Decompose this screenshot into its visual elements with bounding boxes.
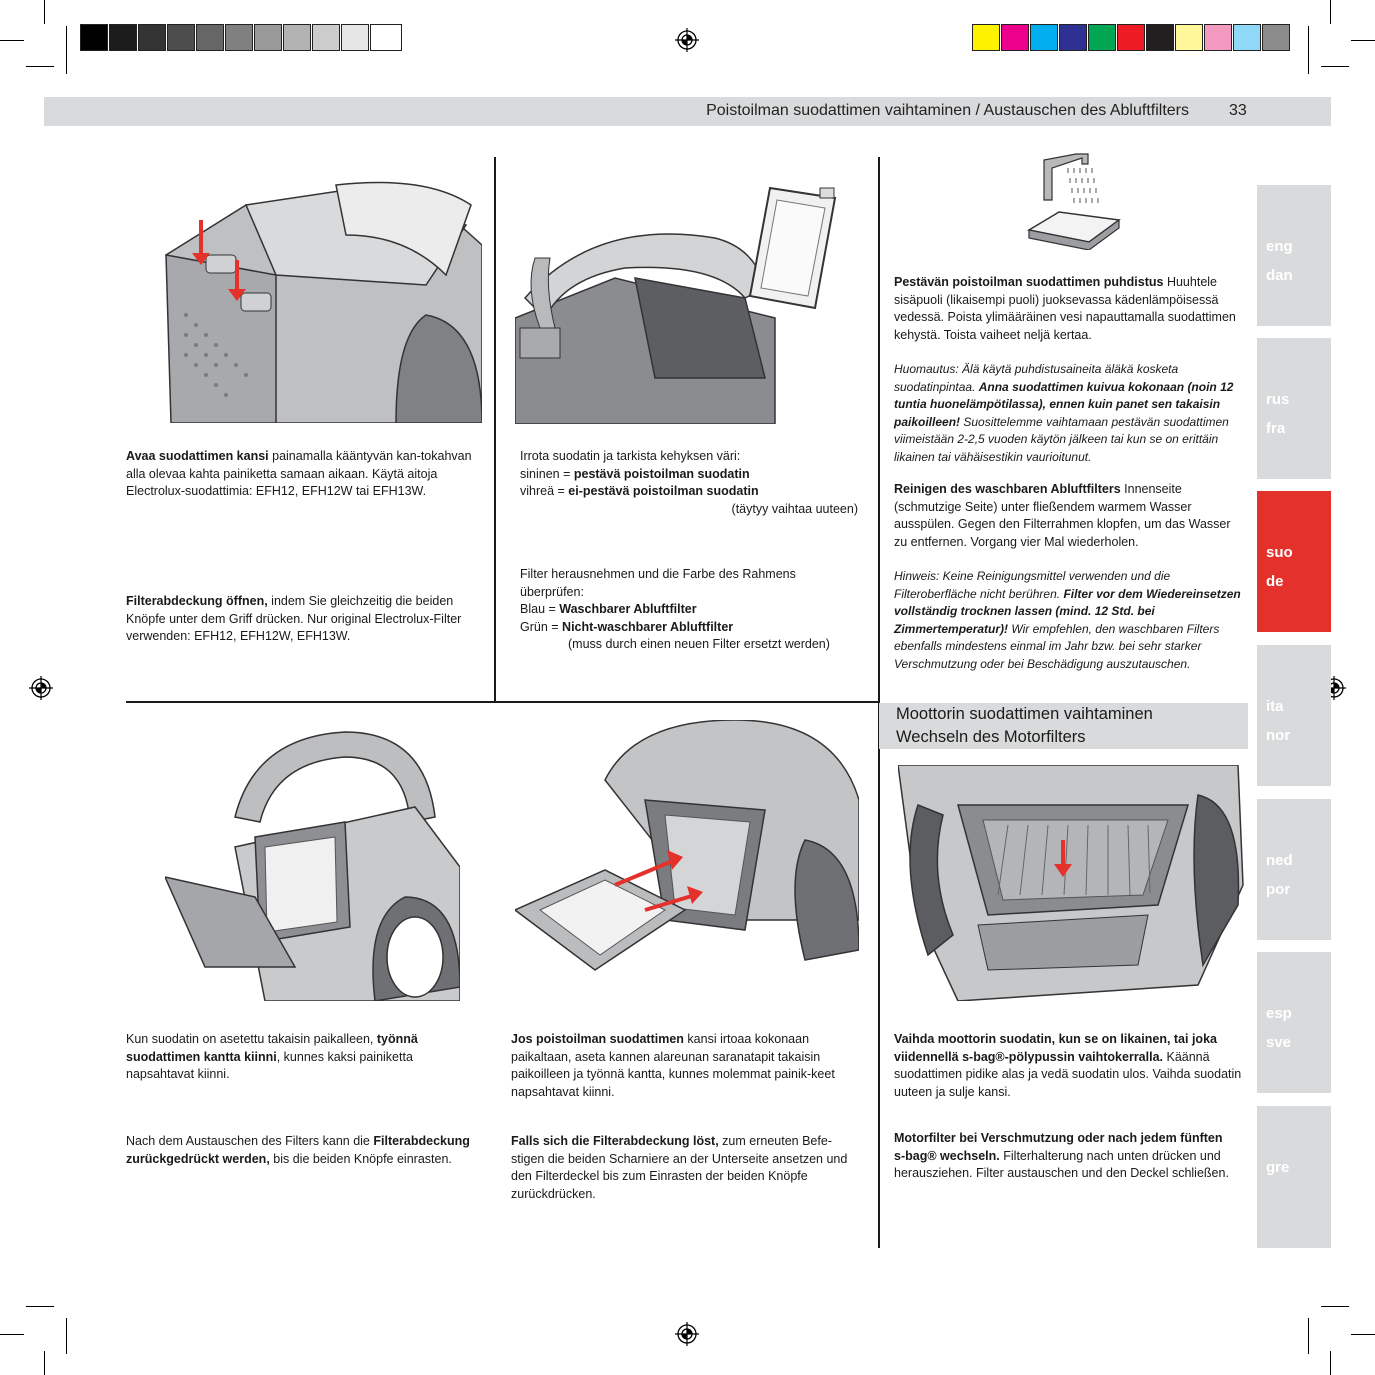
step3-german-text — [894, 481, 1234, 551]
lang-tab-ita-nor[interactable] — [1257, 645, 1331, 786]
step2-fi-line1: Irrota suodatin ja tarkista kehyksen väri: — [520, 449, 741, 463]
motor-filter-illustration — [898, 765, 1248, 1001]
step1-de-bold: Filterabdeckung öffnen, — [126, 594, 268, 608]
step3-finnish-note — [894, 361, 1250, 466]
step6-fi-text: Käännä suodattimen pidike alas ja vedä suodatin ulos. Vaihda suodatin uuteen ja sulje kansi. — [894, 1049, 1242, 1099]
step1-de-text: indem Sie gleichzeitig die beiden Knöpfe unter dem Griff drücken. Nur original Electrolux-Filter verwenden: EFH12, EFH12W, EFH13W. — [126, 594, 462, 643]
step1-finnish-text — [126, 448, 476, 501]
step4-de-bold: Filterabdeckung zurückgedrückt werden, — [126, 1134, 470, 1166]
filter-removal-illustration — [515, 178, 859, 424]
section-title-fi: Moottorin suodattimen vaihtaminen — [896, 705, 1153, 723]
step2-fi-blue-bold: pestävä poistoilman suodatin — [573, 466, 750, 481]
motor-filter-section-header — [879, 703, 1248, 749]
lang-tab-rus-fra[interactable] — [1257, 338, 1331, 479]
step3-de-note-bold: Filter vor dem Wiedereinsetzen vollständig trocknen lassen (mind. 12 Std. bei Zimmertemperatur)! — [894, 586, 1241, 636]
step3-fi-bold: Pestävän poistoilman suodattimen puhdistus — [894, 275, 1164, 289]
step3-de-note-italic2: Wir empfehlen, den waschbaren Filters ebenfalls mindestens einmal im Jahr bzw. bei sehr starker Verschmutzung oder bei Beschädigung auszutauschen. — [894, 621, 1220, 671]
step1-fi-bold: Avaa suodattimen kansi — [126, 449, 269, 463]
lang-tab-eng-dan[interactable] — [1257, 185, 1331, 326]
section-title-de: Wechseln des Motorfilters — [896, 728, 1086, 746]
step1-german-text — [126, 593, 476, 646]
step6-de-text: Filterhalterung nach unten drücken und herausziehen. Filter austauschen und den Deckel schließen. — [894, 1148, 1229, 1180]
step4-de-prefix: Nach dem Austauschen des Filters kann die — [126, 1134, 374, 1148]
step4-fi-prefix: Kun suodatin on asetettu takaisin paikalleen, — [126, 1032, 377, 1046]
step2-finnish-text — [520, 448, 858, 518]
lang-label: fra — [1266, 420, 1286, 437]
step5-fi-text: kansi irtoaa kokonaan paikaltaan, aseta kannen alareunan saranatapit takaisin paikoilleen ja työnnä kantta, kunnes molemmat painik-keet napsahtavat kiinni. — [511, 1032, 835, 1099]
step3-de-text: Innenseite (schmutzige Seite) unter fließendem warmem Wasser ausspülen. Gegen den Filterrahmen klopfen, um das Wasser zu entfernen. Vorgang vier Mal wiederholen. — [894, 482, 1231, 549]
lang-label: nor — [1266, 727, 1291, 744]
step3-fi-note-italic1: Huomautus: Älä käytä puhdistusaineita äläkä kosketa suodatinpintaa. — [894, 362, 1179, 394]
registration-mark-left — [29, 676, 53, 700]
step6-finnish-text — [894, 1031, 1250, 1101]
lang-label: dan — [1266, 267, 1293, 284]
filter-cover-hinges-illustration — [515, 720, 859, 998]
step3-fi-note-bold: Anna suodattimen kuivua kokonaan (noin 12 tuntia huonelämpötilassa), ennen kuin panet sen takaisin paikoilleen! — [894, 379, 1234, 429]
step5-finnish-text — [511, 1031, 861, 1101]
step5-fi-bold: Jos poistoilman suodattimen — [511, 1032, 684, 1046]
row-divider — [126, 701, 879, 703]
step4-finnish-text — [126, 1031, 471, 1084]
step2-de-blue-bold: Waschbarer Abluftfilter — [559, 602, 697, 616]
lang-label: esp — [1266, 1005, 1292, 1022]
step2-fi-note: (täytyy vaihtaa uuteen) — [731, 501, 858, 516]
step3-german-note — [894, 568, 1244, 673]
step4-german-text — [126, 1133, 471, 1168]
step6-german-text — [894, 1130, 1234, 1183]
step2-de-note: (muss durch einen neuen Filter ersetzt werden) — [568, 637, 830, 651]
step2-de-line1: Filter herausnehmen und die Farbe des Rahmens überprüfen: — [520, 567, 796, 599]
lang-label: gre — [1266, 1159, 1290, 1176]
step2-german-text — [520, 566, 858, 654]
page-number: 33 — [1229, 102, 1247, 119]
lang-label: ita — [1266, 698, 1284, 715]
lang-label: sve — [1266, 1034, 1292, 1051]
step3-finnish-text — [894, 274, 1250, 344]
step3-fi-text: Huuhtele sisäpuoli (likaisempi puoli) juoksevassa kädenlämpöisessä vedessä. Poista ylimääräinen vesi napauttamalla suodattimen kehystä. Toista vaiheet neljä kertaa. — [894, 275, 1236, 342]
step6-de-bold: Motorfilter bei Verschmutzung oder nach jedem fünften s-bag® wechseln. — [894, 1131, 1223, 1163]
step1-fi-text: painamalla kääntyvän kan-tokahvan alla olevaa kahta painiketta samaan aikaan. Käytä aitoja Electrolux-suodattimia: EFH12, EFH12W tai EFH13W. — [126, 449, 472, 498]
registration-mark-top — [675, 28, 699, 52]
lang-tab-ned-por[interactable] — [1257, 799, 1331, 940]
step2-de-green-prefix: Grün = — [520, 619, 563, 634]
step5-german-text — [511, 1133, 863, 1203]
lang-tab-gre[interactable] — [1257, 1106, 1331, 1248]
faucet-washing-filter-illustration — [1024, 150, 1124, 250]
step5-de-bold: Falls sich die Filterabdeckung löst, — [511, 1134, 719, 1148]
step3-de-bold: Reinigen des waschbaren Abluftfilters — [894, 482, 1121, 496]
lang-tab-esp-sve[interactable] — [1257, 952, 1331, 1093]
page-title: Poistoilman suodattimen vaihtaminen / Austauschen des Abluftfilters — [706, 102, 1189, 119]
filter-cover-closing-illustration — [165, 727, 460, 1001]
step4-fi-suffix: , kunnes kaksi painiketta napsahtavat kiinni. — [126, 1049, 413, 1081]
lang-label: eng — [1266, 238, 1293, 255]
step5-de-text: zum erneuten Befe-stigen die beiden Scharniere an der Unterseite ansetzen und den Filterdeckel bis zum Einrasten der beiden Knöpfe zurückdrücken. — [511, 1134, 848, 1201]
lang-tab-suo-de[interactable] — [1257, 491, 1331, 632]
lang-label: rus — [1266, 391, 1290, 408]
step2-fi-green-bold: ei-pestävä poistoilman suodatin — [568, 484, 759, 498]
step3-de-note-italic1: Hinweis: Keine Reinigungsmittel verwenden und die Filteroberfläche nicht berühren. — [894, 569, 1171, 601]
column-divider-1 — [494, 157, 496, 703]
lang-label: suo — [1266, 544, 1293, 561]
step4-de-suffix: bis die beiden Knöpfe einrasten. — [269, 1151, 452, 1166]
step6-fi-bold: Vaihda moottorin suodatin, kun se on likainen, tai joka viidennellä s-bag®-pölypussin vaihtokerralla. — [894, 1032, 1217, 1064]
vacuum-open-cover-illustration — [126, 165, 482, 423]
registration-mark-bottom — [675, 1322, 699, 1346]
lang-label: ned — [1266, 852, 1293, 869]
lang-label: de — [1266, 573, 1284, 590]
step2-de-green-bold: Nicht-waschbarer Abluftfilter — [562, 619, 734, 634]
step2-de-blue-prefix: Blau = — [520, 602, 560, 616]
lang-label: por — [1266, 881, 1291, 898]
step2-fi-blue-prefix: sininen = — [520, 466, 574, 481]
step4-fi-bold: työnnä suodattimen kantta kiinni — [126, 1032, 418, 1064]
step3-fi-note-italic2: Suosittelemme vaihtamaan pestävän suodattimen viimeistään 2-2,5 vuoden käytön jälkeen tai kun se on erittäin likainen tai vähäisestikin vaurioitunut. — [894, 414, 1229, 464]
step2-fi-green-prefix: vihreä = — [520, 484, 569, 498]
